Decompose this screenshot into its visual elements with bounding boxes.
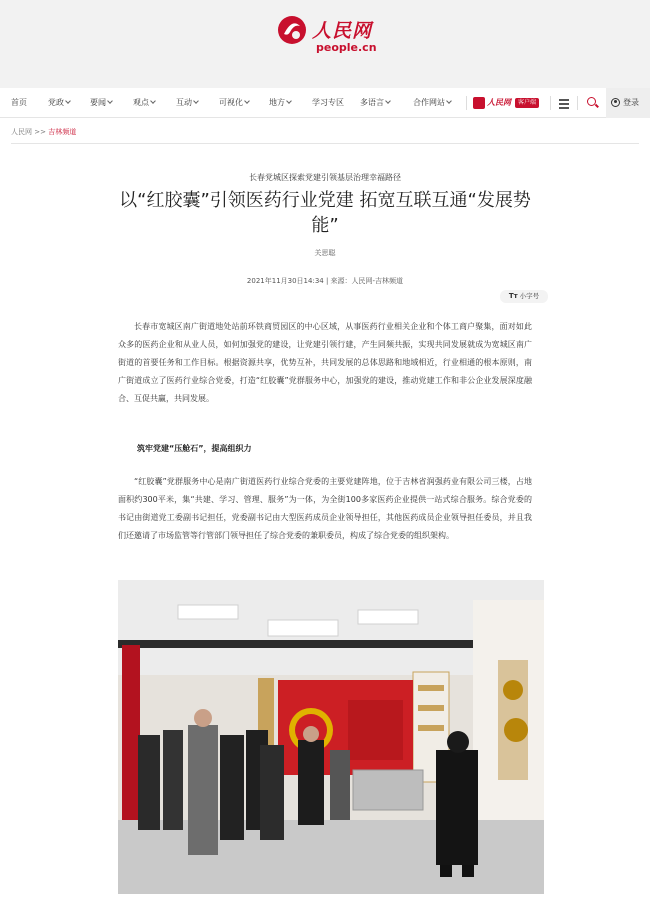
nav-item-home[interactable] — [11, 88, 27, 118]
nav-item-opinion[interactable] — [133, 88, 155, 118]
font-size-label: 小字号 — [519, 292, 540, 300]
article-paragraph-2: “红胶囊”党群服务中心是南广街道医药行业综合党委的主要党建阵地，位于吉林省润强药业有限公司三楼，占地面积约300平米，集“共建、学习、管理、服务”为一体，为全街100多家医药企业提供一站式综合服务。综合党委的书记由街道党工委副书记担任，党委副书记由大型医药成员企业领导担任，其他医药成员企业领导担任委员，并且我们还邀请了市场监管等行管部门领导担任了综合党委的兼职委员，构成了综合党委的组织架构。 — [118, 477, 532, 540]
nav-item-interact[interactable] — [176, 88, 198, 118]
logo-text-cn: 人民网 — [312, 20, 373, 42]
article-title: 以“红胶囊”引领医药行业党建 拓宽互联互通“发展势能” — [119, 190, 531, 236]
chevron-down-icon — [107, 98, 113, 104]
nav-label: 要闻 — [90, 98, 106, 107]
breadcrumb-separator: >> — [34, 128, 46, 136]
font-size-icon: Tт — [508, 292, 518, 300]
site-logo[interactable] — [276, 14, 386, 60]
menu-icon — [559, 107, 569, 109]
nav-label: 多语言 — [360, 98, 384, 107]
logo-text-en: people.cn — [316, 41, 377, 54]
nav-label: 观点 — [133, 98, 149, 107]
chevron-down-icon — [244, 98, 250, 104]
search-icon-handle — [595, 104, 599, 108]
nav-divider — [550, 96, 551, 110]
menu-icon — [559, 99, 569, 101]
nav-divider — [466, 96, 467, 110]
login-button[interactable] — [606, 88, 650, 118]
menu-icon — [559, 103, 569, 105]
divider — [11, 143, 639, 144]
nav-item-party[interactable] — [48, 88, 70, 118]
search-button[interactable] — [580, 88, 604, 118]
nav-label: 党政 — [48, 98, 64, 107]
article-subheading: 筑牢党建“压舱石”，提高组织力 — [137, 444, 252, 453]
nav-item-local[interactable] — [269, 88, 291, 118]
nav-item-languages[interactable] — [360, 88, 390, 118]
chevron-down-icon — [193, 98, 199, 104]
breadcrumb — [11, 127, 76, 137]
breadcrumb-current-link[interactable]: 吉林频道 — [48, 128, 77, 136]
nav-item-partners[interactable] — [413, 88, 451, 118]
nav-label: 合作网站 — [413, 98, 445, 107]
nav-divider — [577, 96, 578, 110]
article-author: 关思聪 — [314, 249, 336, 257]
nav-label: 可视化 — [219, 98, 243, 107]
nav-label: 首页 — [11, 98, 27, 107]
article-meta: 2021年11月30日14:34 | 来源：人民网-吉林频道 — [246, 277, 404, 285]
nav-item-visual[interactable] — [219, 88, 249, 118]
user-icon — [611, 98, 620, 107]
article-paragraph-1: 长春市宽城区南广街道地处站前环铁商贸园区的中心区域，从事医药行业相关企业和个体工商户聚集，面对如此众多的医药企业和从业人员，如何加强党的建设，让党建引领行建，产生同频共振，实现共同发展就成为宽城区南广街道的首要任务和工作目标。根据资源共享，优势互补，共同发展的总体思路和地域相近，行业相通的根本原则，南广街道成立了医药行业综合党委，打造“红胶囊”党群服务中心，加强党的建设，推动党建工作和非公企业发展深度融合、互促共赢，共同发展。 — [118, 322, 532, 403]
chevron-down-icon — [385, 98, 391, 104]
chevron-down-icon — [150, 98, 156, 104]
article-kicker: 长春党城区探索党建引领基层治理幸福路径 — [249, 173, 401, 182]
photo-party-service-center — [118, 580, 544, 894]
people-app-link[interactable] — [473, 96, 543, 110]
article-photo — [118, 580, 544, 894]
font-size-button[interactable] — [500, 290, 548, 303]
people-logo-icon — [276, 14, 308, 46]
nav-label: 地方 — [269, 98, 285, 107]
chevron-down-icon — [65, 98, 71, 104]
site-header — [0, 0, 650, 88]
menu-button[interactable] — [552, 88, 576, 118]
nav-item-news[interactable] — [90, 88, 112, 118]
login-label: 登录 — [623, 98, 639, 107]
nav-label: 学习专区 — [312, 98, 344, 107]
chevron-down-icon — [446, 98, 452, 104]
main-nav — [0, 88, 650, 118]
nav-item-study[interactable] — [312, 88, 344, 118]
people-app-badge: 客户端 — [515, 98, 539, 108]
nav-label: 互动 — [176, 98, 192, 107]
breadcrumb-home-link[interactable]: 人民网 — [11, 128, 32, 136]
people-app-icon — [473, 97, 485, 109]
chevron-down-icon — [286, 98, 292, 104]
people-app-text: 人民网 — [487, 98, 511, 107]
